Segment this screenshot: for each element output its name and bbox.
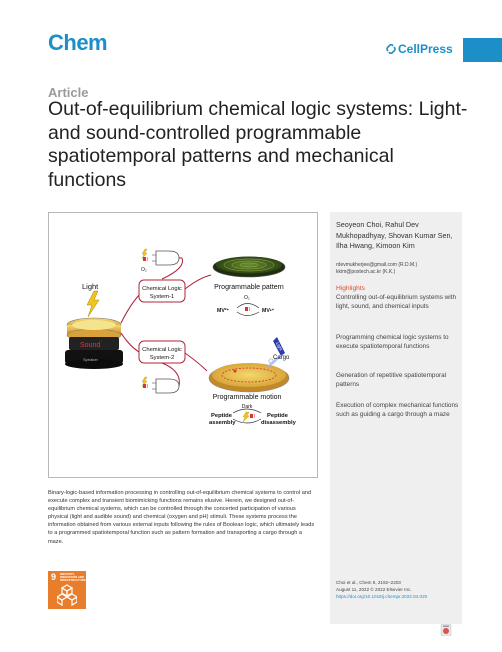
logic-gate-2-icon [142, 377, 179, 393]
motion-dish-icon [209, 359, 289, 392]
ga-sound-label: Sound [80, 342, 101, 349]
ga-pattern-o2: O₂ [244, 295, 250, 301]
citation-line-2: August 11, 2022 © 2022 Elsevier Inc. [336, 587, 412, 592]
sdg-cubes-icon [57, 584, 77, 606]
ga-motion-title: Programmable motion [212, 394, 282, 401]
logic-1-line-1: Chemical Logic [142, 286, 182, 292]
highlight-item: Execution of complex mechanical functions such as guiding a cargo through a maze [336, 402, 459, 418]
logic-system-1 [139, 280, 185, 302]
correspondence-emails [336, 262, 460, 277]
header-accent-bar [463, 38, 502, 62]
ga-peptide-assembly-1: Peptide [211, 413, 232, 419]
ga-pattern-title: Programmable pattern [214, 284, 284, 291]
logic-1-line-2: System-1 [149, 294, 175, 300]
highlight-item: Programming chemical logic systems to execute spatiotemporal functions [336, 334, 449, 350]
citation-line-1: Choi et al., Chem 8, 2192–2203 [336, 580, 401, 585]
doi-link[interactable]: https://doi.org/10.1016/j.chempr.2022.04.020 [336, 594, 428, 599]
gate-1-o2-label: O₂ [141, 267, 147, 273]
ga-peptide-disassembly-2: disassembly [261, 420, 296, 426]
highlights-title: Highlights [336, 285, 365, 292]
sdg-number: 9 [51, 572, 57, 582]
redox-cycle-icon [237, 304, 259, 316]
ga-dark-label: Dark [241, 404, 253, 410]
pattern-dish-icon [213, 257, 285, 278]
ga-mv-reduced: MV•⁺ [262, 308, 275, 314]
connector-line [121, 293, 141, 323]
light-pen-icon [264, 337, 285, 369]
lightning-bolt-icon [87, 291, 99, 317]
citation-block [336, 579, 460, 600]
connector-line [121, 333, 141, 353]
ga-mv-oxidized: MV²⁺ [217, 308, 230, 314]
journal-logo[interactable]: Chem [48, 30, 108, 55]
connector-line [185, 353, 207, 371]
ga-peptide-disassembly-1: Peptide [267, 413, 288, 419]
cellpress-logo[interactable] [386, 42, 453, 56]
ga-light-tag: Light [275, 341, 284, 352]
ga-cargo-label: Cargo [273, 355, 290, 361]
sdg-badge[interactable] [48, 571, 86, 609]
ga-speaker-label: Speaker [83, 357, 98, 362]
publisher-name: CellPress [398, 42, 453, 56]
highlight-item: Controlling out-of-equilibrium systems with light, sound, and chemical inputs [336, 294, 457, 310]
graphical-abstract-figure [49, 213, 317, 477]
ga-light-label: Light [82, 282, 99, 291]
summary-text: Binary-logic-based information processing in controlling out-of-equilibrium chemical systems to control and execute complex and transient biomimicking functions remains elusive. Herein, we designed out-of-equilibrium chemical systems, which can be controlled through the concerted participation of various physical (light and audible sound) and chemical (oxygen and pH) stimuli. These systems process the information obtained from various external inputs following the rules of Boolean logic, which ultimately leads to a programmed spatiotemporal function such as pattern formation and transporting a cargo through a maze. [48, 490, 315, 545]
author-list[interactable]: Seoyeon Choi, Rahul Dev Mukhopadhyay, Shovan Kumar Sen, Ilha Hwang, Kimoon Kim [336, 220, 453, 251]
sidebar-panel [330, 212, 462, 624]
graphical-abstract [48, 212, 318, 478]
sdg-label: INDUSTRY, INNOVATION AND INFRASTRUCTURE [60, 572, 86, 583]
email-1[interactable]: rdevmukherjee@gmail.com (R.D.M.) [336, 262, 418, 268]
peptide-cycle-icon [233, 409, 261, 423]
ga-peptide-assembly-2: assembly [209, 420, 236, 426]
logic-2-line-1: Chemical Logic [142, 347, 182, 353]
check-for-updates-icon[interactable] [440, 624, 452, 636]
article-type: Article [48, 85, 89, 100]
logic-2-line-2: System-2 [149, 355, 175, 361]
logic-system-2 [139, 341, 185, 363]
email-2[interactable]: kkim@postech.ac.kr (K.K.) [336, 269, 396, 276]
logic-gate-1-icon [142, 249, 179, 265]
highlight-item: Generation of repetitive spatiotemporal patterns [336, 372, 447, 388]
connector-line [185, 275, 211, 289]
article-title: Out-of-equilibrium chemical logic systems: Light- and sound-controlled programmable spatiotemporal patterns and mechanical functions [48, 98, 468, 191]
cellpress-icon [386, 44, 396, 54]
